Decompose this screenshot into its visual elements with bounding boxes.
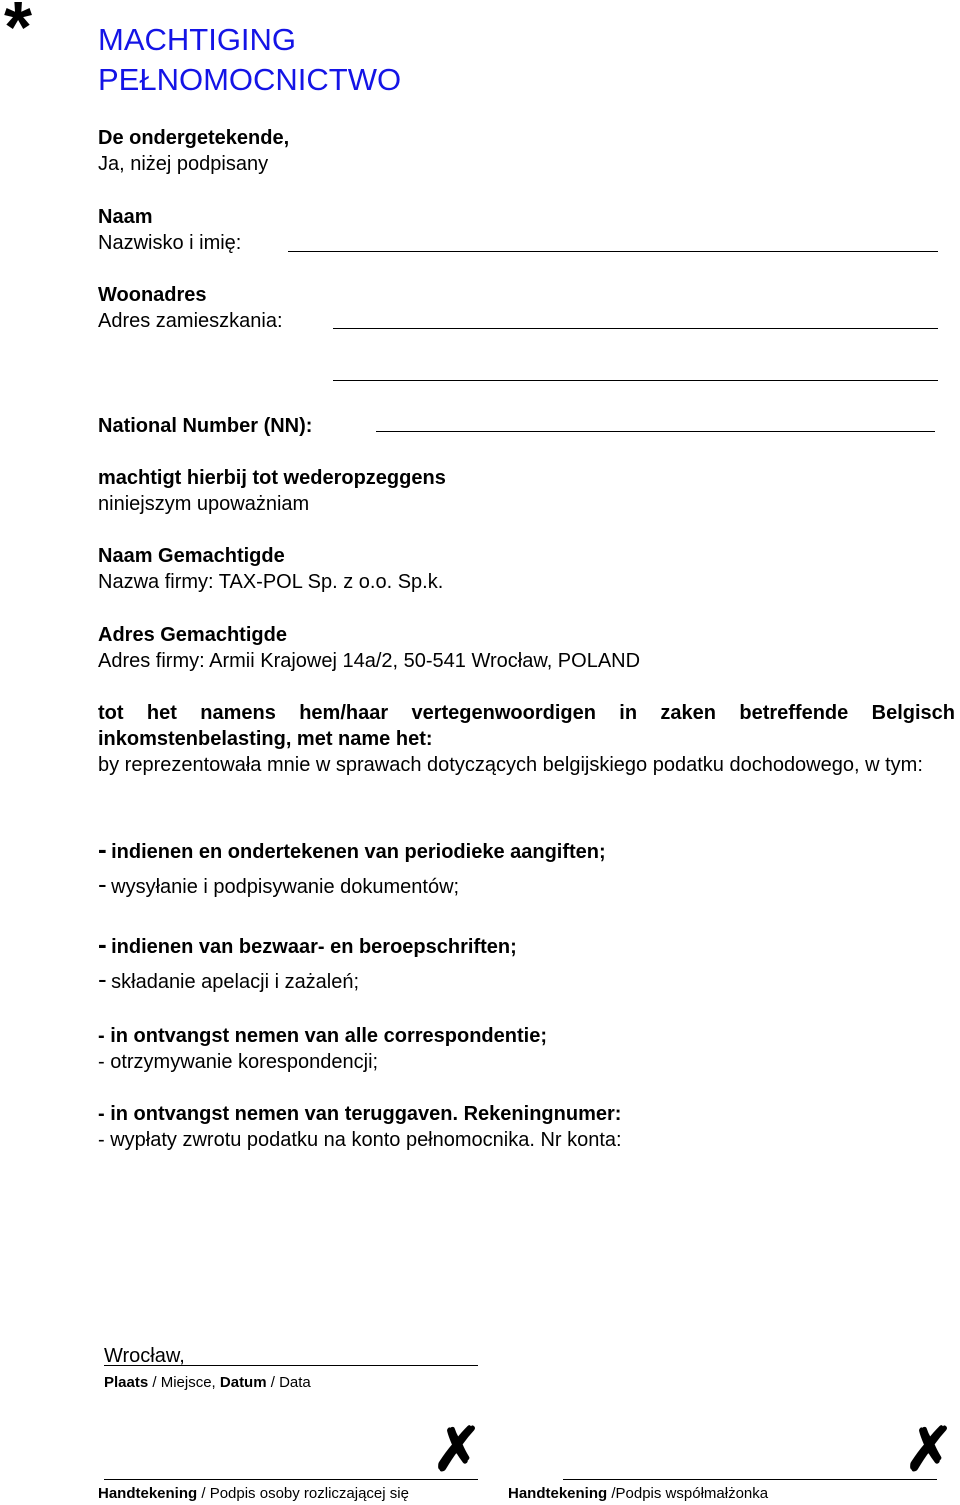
signature-label-polish: / Podpis osoby rozliczającej się	[197, 1485, 409, 1502]
authorize-text-polish: niniejszym upoważniam	[98, 493, 310, 515]
list-item-dutch: - in ontvangst nemen van alle correspondentie;	[98, 1025, 547, 1047]
address-field-line-2[interactable]	[333, 380, 938, 381]
signature-cross-icon: ✗	[904, 1416, 955, 1483]
list-dash: -	[98, 834, 107, 864]
signatory-label-dutch: De ondergetekende,	[98, 127, 290, 149]
signature-label-dutch: Handtekening	[508, 1485, 608, 1502]
date-label-dutch: Datum	[219, 1374, 267, 1391]
place-date-field-line[interactable]	[104, 1365, 478, 1366]
national-number-field-line[interactable]	[376, 431, 935, 432]
signature-label-polish: /Podpis współmałżonka	[607, 1485, 769, 1502]
address-field-line-1[interactable]	[333, 328, 938, 329]
signature-label-dutch: Handtekening	[98, 1485, 198, 1502]
date-label-polish: / Data	[266, 1374, 311, 1391]
place-label-polish: / Miejsce,	[148, 1374, 220, 1391]
list-item-dutch: - in ontvangst nemen van teruggaven. Rekeningnumer:	[98, 1103, 622, 1125]
list-item	[98, 929, 517, 960]
list-item	[98, 834, 606, 865]
signature-field-line[interactable]	[563, 1479, 937, 1480]
list-item	[98, 964, 359, 995]
address-label-polish: Adres zamieszkania:	[98, 310, 283, 332]
title-polish: PEŁNOMOCNICTWO	[98, 62, 402, 97]
list-item-polish: - wypłaty zwrotu podatku na konto pełnomocnika. Nr konta:	[98, 1129, 622, 1151]
list-dash: -	[98, 929, 107, 959]
signatory-label-polish: Ja, niżej podpisany	[98, 153, 269, 175]
list-item-polish: wysyłanie i podpisywanie dokumentów;	[111, 876, 460, 898]
scope-text-polish: by reprezentowała mnie w sprawach dotyczących belgijskiego podatku dochodowego, w tym:	[98, 754, 923, 776]
place-label-dutch: Plaats	[104, 1374, 149, 1391]
national-number-label: National Number (NN):	[98, 415, 313, 437]
agent-address-value-polish: Adres firmy: Armii Krajowej 14a/2, 50-541 Wrocław, POLAND	[98, 650, 641, 672]
authorize-text-dutch: machtigt hierbij tot wederopzeggens	[98, 467, 446, 489]
signature-cross-icon: ✗	[432, 1416, 483, 1483]
asterisk-mark: *	[4, 0, 33, 68]
place-date-value: Wrocław,	[104, 1345, 185, 1367]
list-item-dutch: indienen en ondertekenen van periodieke aangiften;	[111, 841, 606, 863]
list-item-polish: składanie apelacji i zażaleń;	[111, 971, 360, 993]
list-dash: -	[98, 869, 107, 899]
place-date-label	[104, 1375, 311, 1390]
agent-name-value-polish: Nazwa firmy: TAX-POL Sp. z o.o. Sp.k.	[98, 571, 444, 593]
address-label-dutch: Woonadres	[98, 284, 207, 306]
agent-name-label-dutch: Naam Gemachtigde	[98, 545, 285, 567]
signature-label	[508, 1486, 768, 1501]
signature-label	[98, 1486, 409, 1501]
name-field-line[interactable]	[288, 251, 938, 252]
list-item-dutch: indienen van bezwaar- en beroepschriften;	[111, 936, 517, 958]
list-item	[98, 869, 459, 900]
name-label-polish: Nazwisko i imię:	[98, 232, 242, 254]
agent-address-label-dutch: Adres Gemachtigde	[98, 624, 287, 646]
name-label-dutch: Naam	[98, 206, 153, 228]
scope-text-dutch: tot het namens hem/haar vertegenwoordigen in zaken betreffende Belgisch inkomstenbelasting, met name het:	[98, 702, 955, 750]
title-dutch: MACHTIGING	[98, 22, 297, 57]
list-item-polish: - otrzymywanie korespondencji;	[98, 1051, 379, 1073]
signature-field-line[interactable]	[104, 1479, 478, 1480]
list-dash: -	[98, 964, 107, 994]
